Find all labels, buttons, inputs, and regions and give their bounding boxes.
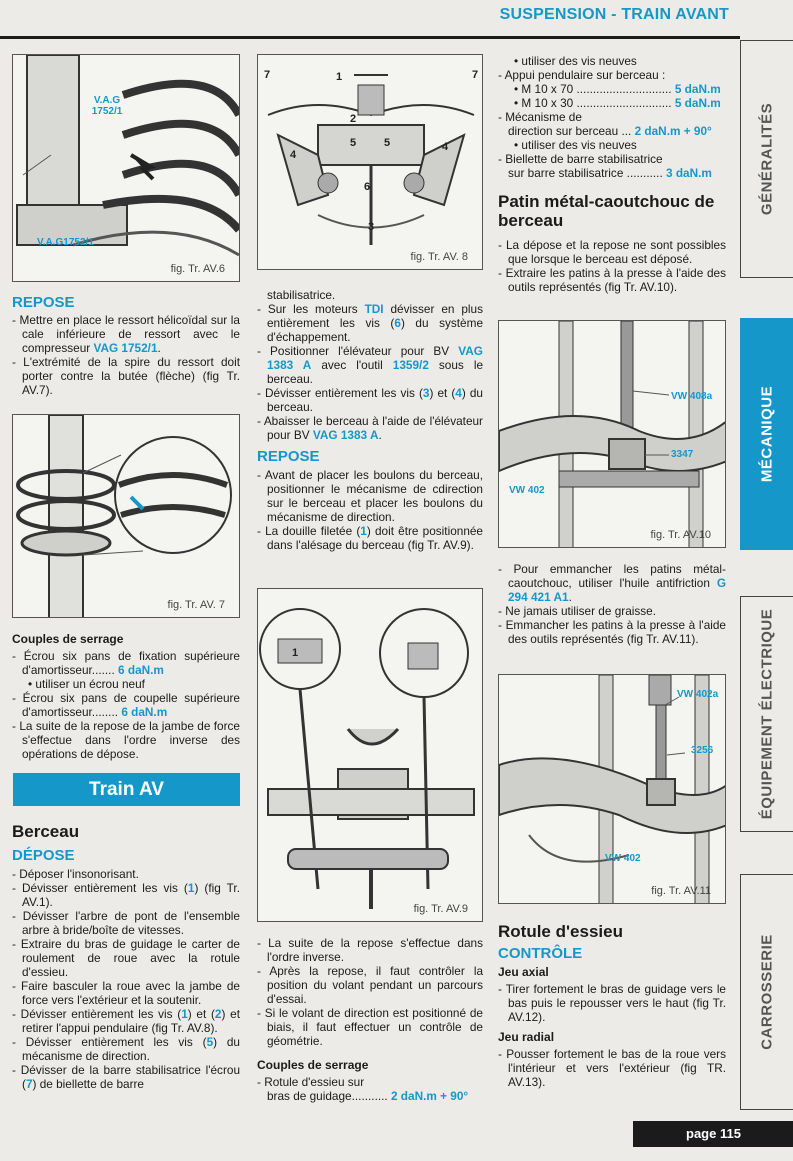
tab-carrosserie[interactable]: [740, 874, 793, 1110]
figure-av8-num-3: 3: [368, 221, 375, 233]
depose-step-2: - Dévisser entièrement les vis (1) (fig Tr. AV.1).: [12, 881, 240, 909]
couple-item-2: • utiliser un écrou neuf: [28, 677, 145, 691]
patin-heading: Patin métal-caoutchouc de berceau: [498, 192, 715, 230]
figure-av8-num-7-left: 7: [264, 69, 271, 81]
column-3-upper: [498, 54, 726, 294]
patin-step-1: - La dépose et la repose ne sont possibles que lorsque le berceau est déposé.: [498, 238, 726, 266]
figure-av9-num-1: 1: [292, 647, 299, 659]
column-1-upper: [12, 296, 240, 397]
figure-av8-drawing: [258, 55, 483, 270]
depose-step-5: - Faire basculer la roue avec la jambe de force vers l'extérieur et la soutenir.: [12, 979, 240, 1007]
figure-av8-num-5-right: 5: [384, 137, 391, 149]
tab-mecanique[interactable]: [740, 318, 793, 550]
column-2-lower: [257, 936, 483, 1103]
jeu-axial-heading: Jeu axial: [498, 965, 549, 979]
figure-av6-label-top: V.A.G 1752/1: [91, 95, 123, 117]
figure-av6-caption: fig. Tr. AV.6: [170, 263, 225, 275]
header-rule: [0, 36, 740, 39]
figure-av8-caption: fig. Tr. AV. 8: [410, 251, 468, 263]
col2-repose-step-1: - Avant de placer les boulons du berceau, positionner le mécanisme de cdirection sur le berceau et placer les boulons du mécanisme de direction.: [257, 468, 483, 524]
repose-heading-col2: REPOSE: [257, 448, 320, 465]
depose-step-3: - Dévisser l'arbre de pont de l'ensemble arbre à bride/boîte de vitesses.: [12, 909, 240, 937]
column-3-lower: [498, 922, 726, 1089]
figure-av6-label-bottom: V.A.G1752/1: [37, 237, 94, 248]
column-3-middle: [498, 562, 726, 646]
figure-av9: [257, 588, 483, 922]
depose-heading: DÉPOSE: [12, 847, 75, 864]
figure-av11-label-3256: 3256: [691, 745, 714, 756]
figure-av11-label-vw402a: VW 402a: [677, 689, 719, 700]
page-number: page 115: [686, 1126, 741, 1141]
depose-step-1: - Déposer l'insonorisant.: [12, 867, 240, 881]
figure-av8-num-4-left: 4: [290, 149, 297, 161]
col2-suite-1: - La suite de la repose s'effectue dans l'ordre inverse.: [257, 936, 483, 964]
col3-item-appui: - Appui pendulaire sur berceau :: [498, 68, 726, 82]
repose-step-2: - L'extrémité de la spire du ressort doit porter contre la butée (flèche) (fig Tr. AV.7).: [12, 355, 240, 397]
figure-av11-caption: fig. Tr. AV.11: [651, 885, 711, 897]
patin-step-2: - Extraire les patins à la presse à l'aide des outils représentés (fig Tr. AV.10).: [498, 266, 726, 294]
tab-generalites-label: GÉNÉRALITÉS: [758, 102, 776, 216]
couple-item-4: - La suite de la repose de la jambe de force s'effectue dans l'ordre inverse des opérations de dépose.: [12, 719, 240, 761]
patin-step-5: - Emmancher les patins à la presse à l'aide des outils représentés (fig Tr. AV.11).: [498, 618, 726, 646]
train-av-banner: Train AV: [13, 773, 240, 806]
figure-av7-caption: fig. Tr. AV. 7: [167, 599, 225, 611]
col2-suite-3: - Si le volant de direction est positionné de biais, il faut effectuer un contrôle de géométrie.: [257, 1006, 483, 1048]
patin-step-3: - Pour emmancher les patins métal-caoutchouc, utiliser l'huile antifriction G 294 421 A1.: [498, 562, 726, 604]
col2-step-4: - Abaisser le berceau à l'aide de l'élévateur pour BV VAG 1383 A.: [257, 414, 483, 442]
figure-av11: [498, 674, 726, 904]
jeu-axial-step: - Tirer fortement le bras de guidage vers le bas puis le repousser vers le haut (fig Tr. AV.12).: [498, 982, 726, 1024]
couples-heading-col1: Couples de serrage: [12, 632, 124, 646]
figure-av10: [498, 320, 726, 548]
depose-step-6: - Dévisser entièrement les vis (1) et (2) et retirer l'appui pendulaire (fig Tr. AV.8).: [12, 1007, 240, 1035]
figure-av7: [12, 414, 240, 618]
couple-item-3: - Écrou six pans de coupelle supérieure d'amortisseur........ 6 daN.m: [12, 691, 240, 719]
figure-av8-num-5-left: 5: [350, 137, 357, 149]
figure-av10-label-3347: 3347: [671, 449, 694, 460]
page-header-title: SUSPENSION - TRAIN AVANT: [499, 6, 729, 23]
col3-note-2: • utiliser des vis neuves: [514, 138, 637, 152]
tab-equipement-label: ÉQUIPEMENT ÉLECTRIQUE: [758, 608, 776, 820]
column-1-couples: [12, 632, 240, 761]
depose-step-7: - Dévisser entièrement les vis (5) du mécanisme de direction.: [12, 1035, 240, 1063]
continuation-text: stabilisatrice.: [267, 288, 336, 302]
column-2-upper: [257, 288, 483, 552]
tab-equipement-electrique[interactable]: [740, 596, 793, 832]
col3-item-m10x70: • M 10 x 70 ............................. 5 daN.m: [514, 82, 721, 96]
figure-av9-caption: fig. Tr. AV.9: [413, 903, 468, 915]
col3-item-m10x30: • M 10 x 30 ............................. 5 daN.m: [514, 96, 721, 110]
figure-av7-drawing: [13, 415, 240, 618]
patin-step-4: - Ne jamais utiliser de graisse.: [498, 604, 726, 618]
berceau-heading: Berceau: [12, 822, 80, 841]
figure-av10-label-vw408a: VW 408a: [671, 391, 713, 402]
couple-item-1: - Écrou six pans de fixation supérieure d'amortisseur....... 6 daN.m: [12, 649, 240, 677]
repose-heading-col1: REPOSE: [12, 294, 75, 311]
col2-suite-2: - Après la repose, il faut contrôler la position du volant pendant un parcours d'essai.: [257, 964, 483, 1006]
figure-av10-label-vw402: VW 402: [509, 485, 545, 496]
figure-av10-drawing: [499, 321, 726, 548]
jeu-radial-heading: Jeu radial: [498, 1030, 555, 1044]
figure-av11-drawing: [499, 675, 726, 904]
col3-item-mecanisme: - Mécanisme de direction sur berceau ... 2 daN.m + 90°: [498, 110, 726, 138]
figure-av11-label-vw402: VW 402: [605, 853, 641, 864]
column-1-berceau: [12, 822, 240, 1091]
figure-av6: [12, 54, 240, 282]
tab-mecanique-label: MÉCANIQUE: [758, 385, 776, 483]
col2-step-1: - Sur les moteurs TDI dévisser en plus entièrement les vis (6) du système d'échappement.: [257, 302, 483, 344]
col3-item-biellette: - Biellette de barre stabilisatrice sur barre stabilisatrice ........... 3 daN.m: [498, 152, 726, 180]
controle-heading: CONTRÔLE: [498, 945, 583, 962]
tab-generalites[interactable]: [740, 40, 793, 278]
col2-step-2: - Positionner l'élévateur pour BV VAG 1383 A avec l'outil 1359/2 sous le berceau.: [257, 344, 483, 386]
figure-av8-num-1: 1: [336, 71, 343, 83]
depose-step-8: - Dévisser de la barre stabilisatrice l'écrou (7) de biellette de barre: [12, 1063, 240, 1091]
col2-couple-1: - Rotule d'essieu sur bras de guidage........... 2 daN.m + 90°: [257, 1075, 483, 1103]
figure-av8: [257, 54, 483, 270]
tab-carrosserie-label: CARROSSERIE: [758, 934, 776, 1050]
figure-av9-drawing: [258, 589, 483, 922]
depose-step-4: - Extraire du bras de guidage le carter de roulement de roue avec la rotule d'essieu.: [12, 937, 240, 979]
col3-note-1: • utiliser des vis neuves: [514, 54, 637, 68]
figure-av8-num-6: 6: [364, 181, 371, 193]
rotule-heading: Rotule d'essieu: [498, 922, 623, 941]
couples-heading-col2: Couples de serrage: [257, 1058, 369, 1072]
figure-av8-num-2: 2: [350, 113, 357, 125]
figure-av8-num-7-right: 7: [472, 69, 479, 81]
jeu-radial-step: - Pousser fortement le bas de la roue vers l'intérieur et vers l'extérieur (fig TR. AV.13).: [498, 1047, 726, 1089]
figure-av8-num-4-right: 4: [442, 141, 449, 153]
repose-step-1: - Mettre en place le ressort hélicoïdal sur la cale inférieure de ressort avec le compresseur VAG 1752/1.: [12, 313, 240, 355]
col2-step-3: - Dévisser entièrement les vis (3) et (4) du berceau.: [257, 386, 483, 414]
figure-av10-caption: fig. Tr. AV.10: [650, 529, 711, 541]
col2-repose-step-2: - La douille filetée (1) doit être positionnée dans l'alésage du berceau (fig Tr. AV.9).: [257, 524, 483, 552]
